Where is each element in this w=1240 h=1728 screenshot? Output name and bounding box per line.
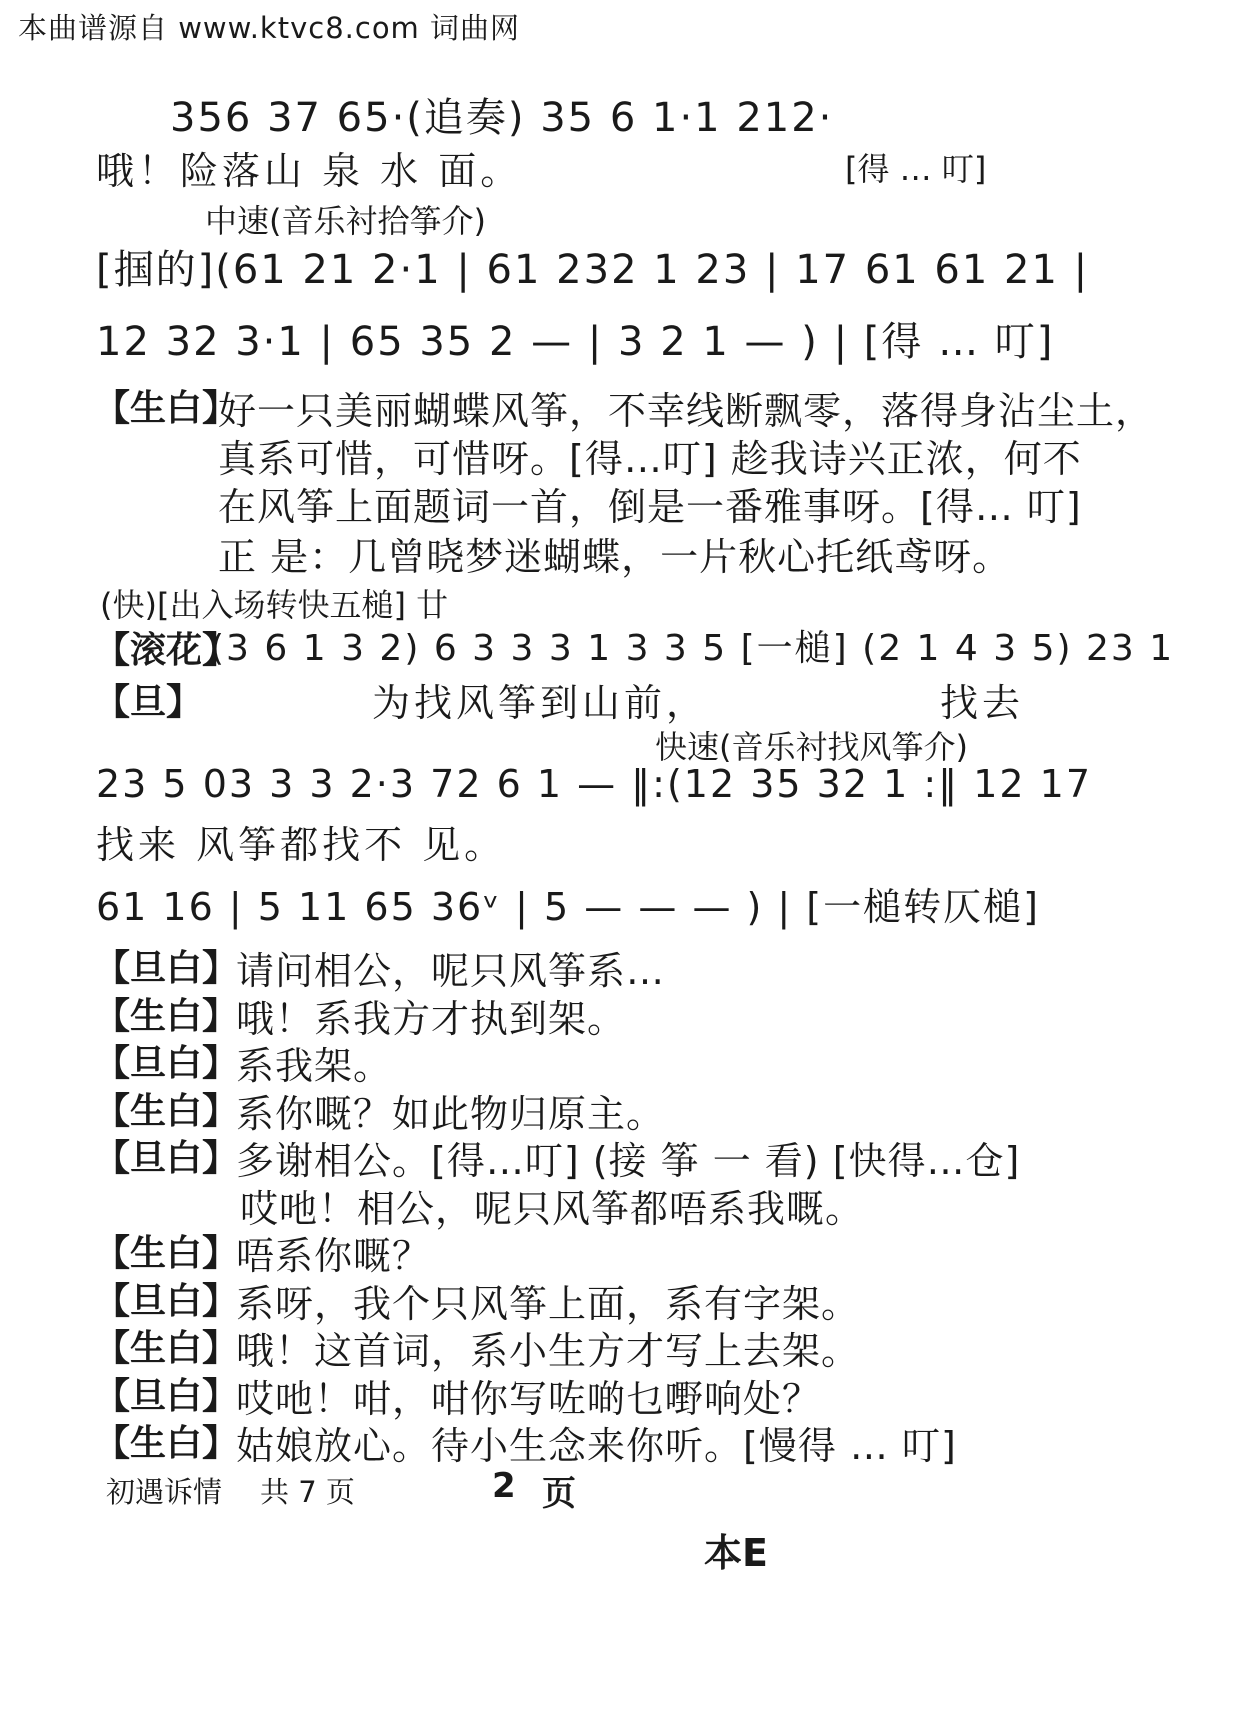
dialogue-line: 哎吔！相公，呢只风筝都唔系我嘅。: [240, 1187, 865, 1231]
dialogue-line: 系我架。: [236, 1044, 393, 1088]
notation-line-6: 61 16 | 5 11 65 36ᵛ | 5 — — — ) | [一槌转仄槌]: [96, 885, 1040, 929]
dialogue-speaker-tag: 【旦白】: [94, 1138, 239, 1179]
speech-line: 好一只美丽蝴蝶风筝，不幸线断飘零，落得身沾尘土，: [218, 389, 1155, 433]
notation-line-4: (3 6 1 3 2) 6 3 3 3 1 3 3 5 [一槌] (2 1 4 3 5) 23 1: [210, 628, 1175, 669]
speech-line: 在风筝上面题词一首，倒是一番雅事呀。[得… 叮]: [218, 485, 1082, 529]
dialogue-line: 请问相公，呢只风筝系…: [236, 949, 666, 993]
cue-1: [得 … 叮]: [845, 150, 987, 188]
role-tag: 【旦】: [94, 682, 203, 723]
footer-title: 初遇诉情: [106, 1475, 223, 1509]
dialogue-line: 系呀，我个只风筝上面，系有字架。: [236, 1282, 861, 1326]
dialogue-line: 多谢相公。[得…叮] (接 筝 一 看) [快得…仓]: [236, 1139, 1021, 1183]
dialogue-line: 哎吔！咁，咁你写咗啲乜嘢响处？: [236, 1377, 822, 1421]
lyrics-line-1: 哦！险落山 泉 水 面。: [96, 149, 523, 193]
lyrics-line-2: 为找风筝到山前，: [372, 681, 709, 725]
source-header: 本曲谱源自 www.ktvc8.com 词曲网: [18, 11, 521, 45]
lyrics-line-3: 找来 风筝都找不 见。: [96, 823, 507, 867]
dialogue-speaker-tag: 【生白】: [94, 1423, 239, 1464]
notation-line-3: 12 32 3·1 | 65 35 2 — | 3 2 1 — ) | [得 … 叮]: [96, 319, 1055, 365]
dialogue-line: 哦！这首词，系小生方才写上去架。: [236, 1329, 861, 1373]
dialogue-line: 哦！系我方才执到架。: [236, 997, 627, 1041]
tempo-marking-3: 快速(音乐衬找风筝介): [655, 728, 968, 766]
lyrics-line-2-end: 找去: [940, 681, 1025, 725]
dialogue-speaker-tag: 【生白】: [94, 1233, 239, 1274]
cut-off-text: 本E: [704, 1531, 768, 1575]
tempo-marking-2: (快)[出入场转快五槌] 廿: [100, 586, 449, 624]
notation-line-1: 356 37 65·(追奏) 35 6 1·1 212·: [170, 95, 834, 141]
dialogue-line: 唔系你嘅？: [236, 1234, 432, 1278]
dialogue-line: 姑娘放心。待小生念来你听。[慢得 … 叮]: [236, 1424, 957, 1468]
aria-tag: 【滚花】: [94, 630, 239, 671]
dialogue-speaker-tag: 【旦白】: [94, 1043, 239, 1084]
speaker-tag: 【生白】: [94, 388, 239, 429]
dialogue-speaker-tag: 【旦白】: [94, 948, 239, 989]
dialogue-speaker-tag: 【生白】: [94, 1328, 239, 1369]
dialogue-speaker-tag: 【生白】: [94, 996, 239, 1037]
tempo-marking-1: 中速(音乐衬拾筝介): [205, 202, 486, 240]
dialogue-speaker-tag: 【生白】: [94, 1091, 239, 1132]
dialogue-line: 系你嘅？如此物归原主。: [236, 1092, 666, 1136]
footer-page-count: 共 7 页: [260, 1475, 355, 1509]
page-number: 2: [492, 1466, 516, 1506]
speech-line: 正 是：几曾晓梦迷蝴蝶，一片秋心托纸鸢呀。: [218, 535, 1012, 579]
notation-line-5: 23 5 03 3 3 2·3 72 6 1 — ‖:(12 35 32 1 :‖ 12 17: [96, 762, 1093, 806]
speech-line: 真系可惜，可惜呀。[得…叮] 趁我诗兴正浓，何不: [218, 437, 1082, 481]
dialogue-speaker-tag: 【旦白】: [94, 1376, 239, 1417]
dialogue-speaker-tag: 【旦白】: [94, 1281, 239, 1322]
page-label: 页: [542, 1474, 576, 1514]
notation-line-2: [掴的](61 21 2·1 | 61 232 1 23 | 17 61 61 21 |: [96, 247, 1090, 293]
